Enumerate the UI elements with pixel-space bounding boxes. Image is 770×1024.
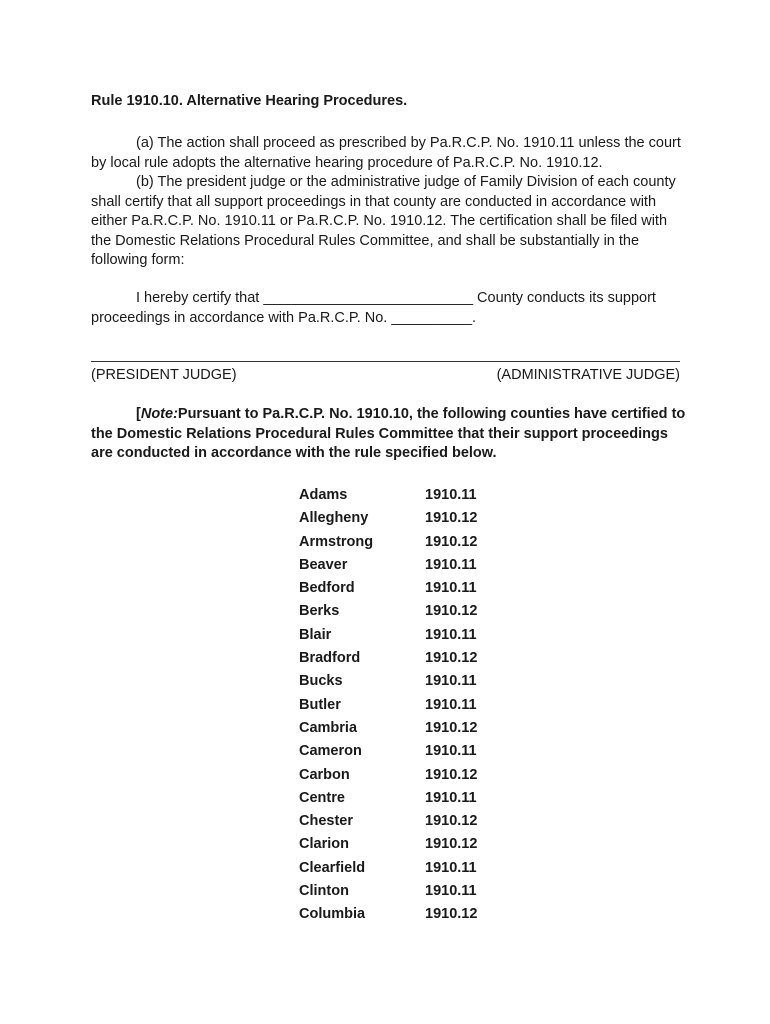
certification-form-text: I hereby certify that __________________________ County conducts its support proceedings in accordance with Pa.R.C.P. No. __________. xyxy=(91,290,656,326)
county-rule-number: 1910.11 xyxy=(425,789,477,806)
county-row xyxy=(299,484,477,507)
county-rule-number: 1910.11 xyxy=(425,859,477,876)
county-name: Butler xyxy=(299,696,341,713)
county-name: Carbon xyxy=(299,766,350,783)
county-row xyxy=(299,857,477,880)
county-row xyxy=(299,531,477,554)
county-row xyxy=(299,647,477,670)
county-row xyxy=(299,554,477,577)
county-row xyxy=(299,600,477,623)
note-paragraph xyxy=(91,405,686,464)
county-rule-number: 1910.12 xyxy=(425,650,478,667)
county-name: Blair xyxy=(299,626,332,643)
county-row xyxy=(299,903,477,926)
county-rule-number: 1910.12 xyxy=(425,603,478,620)
county-name: Adams xyxy=(299,487,348,503)
county-rule-number: 1910.11 xyxy=(425,626,477,643)
county-row xyxy=(299,694,477,717)
county-name: Bedford xyxy=(299,580,355,597)
county-rule-number: 1910.12 xyxy=(425,533,478,550)
county-name: Cambria xyxy=(299,719,358,736)
administrative-judge-label: (ADMINISTRATIVE JUDGE) xyxy=(496,367,680,383)
county-rule-number: 1910.12 xyxy=(425,766,478,783)
county-name: Clarion xyxy=(299,836,349,853)
note-bracket: [ xyxy=(136,406,141,422)
county-name: Armstrong xyxy=(299,533,374,550)
county-row xyxy=(299,624,477,647)
county-rule-number: 1910.11 xyxy=(425,743,477,760)
county-row xyxy=(299,670,477,693)
county-rule-number: 1910.11 xyxy=(425,673,477,690)
note-text: Pursuant to Pa.R.C.P. No. 1910.10, the following counties have certified to the Domestic Relations Procedural Rules Committee that their support proceedings are conducted in accordance with the rule specified below. xyxy=(91,406,686,461)
county-row xyxy=(299,717,477,740)
county-rule-number: 1910.12 xyxy=(425,906,478,923)
president-judge-label: (PRESIDENT JUDGE) xyxy=(91,367,237,383)
county-name: Centre xyxy=(299,789,345,806)
county-row xyxy=(299,810,477,833)
signature-line xyxy=(91,361,680,362)
county-name: Chester xyxy=(299,813,353,830)
county-rule-number: 1910.11 xyxy=(425,580,477,597)
county-name: Clearfield xyxy=(299,859,366,876)
county-row xyxy=(299,740,477,763)
county-name: Allegheny xyxy=(299,510,369,527)
county-rule-table xyxy=(299,484,477,927)
county-name: Cameron xyxy=(299,743,362,760)
county-rule-number: 1910.11 xyxy=(425,487,477,503)
county-name: Berks xyxy=(299,603,340,620)
county-name: Clinton xyxy=(299,883,349,900)
rule-title: Rule 1910.10. Alternative Hearing Procedures. xyxy=(91,93,408,109)
paragraph-a: (a) The action shall proceed as prescribed by Pa.R.C.P. No. 1910.11 unless the court by local rule adopts the alternative hearing procedure of Pa.R.C.P. No. 1910.12. xyxy=(91,135,681,171)
county-name: Bradford xyxy=(299,650,361,667)
county-rule-number: 1910.11 xyxy=(425,696,477,713)
county-rule-number: 1910.11 xyxy=(425,556,477,573)
note-label: Note: xyxy=(140,406,178,422)
county-rule-number: 1910.12 xyxy=(425,719,478,736)
county-row xyxy=(299,764,477,787)
county-rule-number: 1910.12 xyxy=(425,813,478,830)
county-row xyxy=(299,833,477,856)
county-name: Beaver xyxy=(299,556,348,573)
county-row xyxy=(299,880,477,903)
county-name: Columbia xyxy=(299,906,366,923)
county-row xyxy=(299,787,477,810)
county-row xyxy=(299,577,477,600)
county-rule-number: 1910.12 xyxy=(425,836,478,853)
paragraph-b: (b) The president judge or the administrative judge of Family Division of each county shall certify that all support proceedings in that county are conducted in accordance with either Pa.R.C.P. No. 1910.11 or Pa.R.C.P. No. 1910.12. The certification shall be filed with the Domestic Relations Procedural Rules Committee, and shall be substantially in the following form: xyxy=(91,174,676,268)
county-rule-number: 1910.12 xyxy=(425,510,478,527)
county-rule-number: 1910.11 xyxy=(425,883,477,900)
county-row xyxy=(299,507,477,530)
county-name: Bucks xyxy=(299,673,343,690)
